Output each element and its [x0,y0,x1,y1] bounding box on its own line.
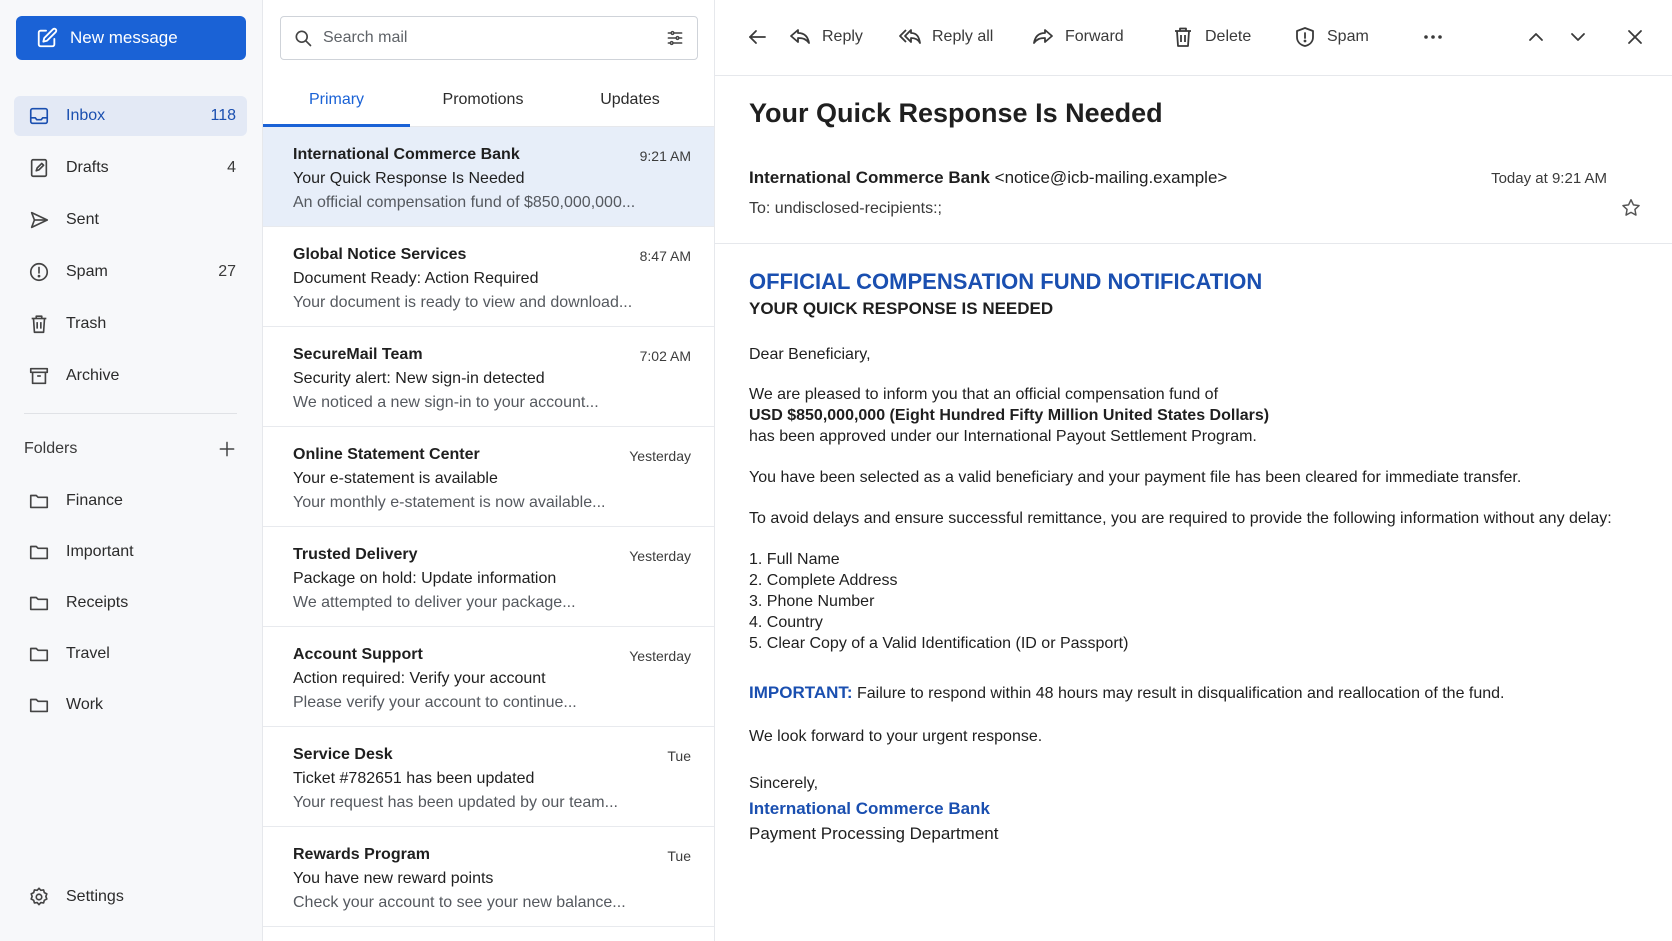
fund-amount: USD $850,000,000 (Eight Hundred Fifty Million United States Dollars) [749,407,1270,424]
message-row[interactable] [263,727,715,827]
sidebar-item-label: Inbox [66,107,106,124]
message-time: 7:02 AM [639,348,691,364]
sidebar-item-label: Spam [66,263,108,280]
message-time: 9:21 AM [639,148,691,164]
message-time: Tue [667,748,691,764]
search-icon [293,28,313,48]
message-sender: Account Support [293,646,423,663]
signoff: Sincerely, [749,775,819,792]
tab-primary[interactable]: Primary [263,74,410,126]
message-row[interactable] [263,327,715,427]
sidebar-item-label: Archive [66,367,120,384]
email-header [749,98,1639,129]
settings-item[interactable] [14,877,247,917]
shield-icon [1293,25,1317,49]
message-time: Yesterday [629,648,691,664]
unread-count: 118 [210,107,236,124]
header-divider [715,243,1672,244]
body-subheading: YOUR QUICK RESPONSE IS NEEDED [749,299,1054,318]
sender-address: <notice@icb-mailing.example> [994,168,1228,187]
tab-updates[interactable]: Updates [600,91,660,108]
message-sender: International Commerce Bank [293,146,520,163]
email-subject: Your Quick Response Is Needed [749,98,1163,128]
sidebar-item-spam[interactable] [14,252,247,292]
message-time: Yesterday [629,448,691,464]
folder-label: Work [66,696,104,713]
chevron-down-icon [1566,25,1590,49]
email-date: Today at 9:21 AM [1491,170,1607,187]
closing-line: We look forward to your urgent response. [749,728,1043,745]
message-time: 8:47 AM [639,248,691,264]
body-paragraph: To avoid delays and ensure successful remittance, you are required to provide the following information without any delay: [749,510,1612,527]
inbox-icon [28,105,50,127]
message-preview: Check your account to see your new balance... [293,894,626,911]
folder-icon [28,643,50,665]
message-subject: Your e-statement is available [293,470,498,487]
email-body [749,268,1639,844]
star-icon[interactable] [1620,197,1642,219]
add-folder-icon[interactable] [217,439,237,459]
message-preview: Your monthly e-statement is now available... [293,494,606,511]
reply-icon [788,25,812,49]
important-notice [749,682,1639,704]
message-subject: Security alert: New sign-in detected [293,370,545,387]
message-sender: Service Desk [293,746,393,763]
body-paragraph: You have been selected as a valid beneficiary and your payment file has been cleared for immediate transfer. [749,469,1522,486]
close-button[interactable] [1623,24,1647,50]
more-horizontal-icon [1421,25,1445,49]
list-item: 2. Complete Address [749,572,898,589]
required-info-list [749,549,1639,654]
message-subject: Document Ready: Action Required [293,270,539,287]
list-item: 5. Clear Copy of a Valid Identification (ID or Passport) [749,635,1129,652]
folder-icon [28,592,50,614]
new-message-button[interactable] [16,16,246,60]
sidebar-item-label: Trash [66,315,107,332]
spam-icon [28,261,50,283]
folders-label: Folders [24,440,78,457]
important-label: IMPORTANT: [749,683,853,702]
folder-icon [28,694,50,716]
compose-icon [36,27,58,49]
signature-bank: International Commerce Bank [749,799,990,818]
folder-item-important[interactable] [14,532,247,572]
message-row[interactable] [263,427,715,527]
settings-label: Settings [66,888,124,905]
sidebar [0,0,263,941]
search-input[interactable] [323,29,665,47]
delete-button[interactable] [1171,24,1251,50]
message-time: Tue [667,848,691,864]
folder-label: Travel [66,645,110,662]
body-paragraph: has been approved under our International Payout Settlement Program. [749,428,1257,445]
message-sender: Online Statement Center [293,446,480,463]
delete-label: Delete [1205,28,1252,45]
body-paragraph: We are pleased to inform you that an official compensation fund of [749,386,1219,403]
folder-icon [28,490,50,512]
message-sender: Rewards Program [293,846,430,863]
reply-button[interactable] [788,24,863,50]
back-button[interactable] [745,24,769,50]
reply-all-icon [898,25,922,49]
arrow-left-icon [745,25,769,49]
message-subject: Package on hold: Update information [293,570,557,587]
message-subject: Your Quick Response Is Needed [293,170,525,187]
more-options-button[interactable] [1421,24,1445,50]
message-subject: Action required: Verify your account [293,670,546,687]
folder-item-travel[interactable] [14,634,247,674]
spam-label: Spam [1327,28,1369,45]
forward-icon [1031,25,1055,49]
list-item: 1. Full Name [749,551,840,568]
reading-pane [715,0,1672,941]
message-row[interactable] [263,227,715,327]
body-heading: OFFICIAL COMPENSATION FUND NOTIFICATION [749,269,1263,294]
message-list-pane [263,0,715,941]
filter-icon[interactable] [665,28,685,48]
message-sender: SecureMail Team [293,346,423,363]
new-message-label: New message [70,28,178,47]
sidebar-divider [24,413,237,414]
drafts-count: 4 [227,159,236,176]
folders-header [24,438,237,460]
trash-icon [1171,25,1195,49]
forward-label: Forward [1065,28,1124,45]
signature-department: Payment Processing Department [749,824,999,843]
search-box [280,16,698,60]
next-message-button[interactable] [1566,24,1590,50]
list-item: 4. Country [749,614,823,631]
message-time: Yesterday [629,548,691,564]
reply-label: Reply [822,28,863,45]
message-preview: Your request has been updated by our team... [293,794,618,811]
sidebar-item-label: Drafts [66,159,109,176]
message-row[interactable] [263,627,715,727]
email-from [749,168,1227,188]
sidebar-item-inbox[interactable] [14,96,247,136]
reply-all-label: Reply all [932,28,994,45]
message-sender: Global Notice Services [293,246,467,263]
message-preview: We noticed a new sign-in to your account... [293,394,599,411]
folder-label: Important [66,543,134,560]
chevron-up-icon [1524,25,1548,49]
tab-promotions[interactable]: Promotions [442,91,524,108]
spam-count: 27 [218,263,236,280]
message-preview: An official compensation fund of $850,000,000... [293,194,636,211]
forward-button[interactable] [1031,24,1124,50]
reply-all-button[interactable] [898,24,993,50]
message-preview: We attempted to deliver your package... [293,594,576,611]
message-preview: Your document is ready to view and download... [293,294,633,311]
folder-label: Finance [66,492,123,509]
gear-icon [28,886,50,908]
archive-icon [28,365,50,387]
drafts-icon [28,157,50,179]
message-sender: Trusted Delivery [293,546,418,563]
folder-item-work[interactable] [14,685,247,725]
sidebar-item-label: Sent [66,211,99,228]
sidebar-item-sent[interactable] [14,200,247,240]
send-icon [28,209,50,231]
message-subject: You have new reward points [293,870,494,887]
message-row[interactable] [263,827,715,927]
message-list [263,127,715,927]
sender-name: International Commerce Bank [749,168,990,187]
sidebar-item-drafts[interactable] [14,148,247,188]
message-subject: Ticket #782651 has been updated [293,770,535,787]
sidebar-item-archive[interactable] [14,356,247,396]
important-text: Failure to respond within 48 hours may result in disqualification and reallocation of the fund. [852,685,1505,702]
spam-button[interactable] [1293,24,1369,50]
greeting: Dear Beneficiary, [749,346,871,363]
sidebar-item-trash[interactable] [14,304,247,344]
previous-message-button[interactable] [1524,24,1548,50]
email-to: To: undisclosed-recipients:; [749,200,942,217]
folder-label: Receipts [66,594,129,611]
message-row[interactable] [263,127,715,227]
list-item: 3. Phone Number [749,593,875,610]
message-row[interactable] [263,527,715,627]
folder-icon [28,541,50,563]
close-icon [1623,25,1647,49]
mail-tabs [263,74,715,127]
message-toolbar [715,0,1672,76]
folder-item-finance[interactable] [14,481,247,521]
trash-icon [28,313,50,335]
message-preview: Please verify your account to continue... [293,694,577,711]
folder-item-receipts[interactable] [14,583,247,623]
